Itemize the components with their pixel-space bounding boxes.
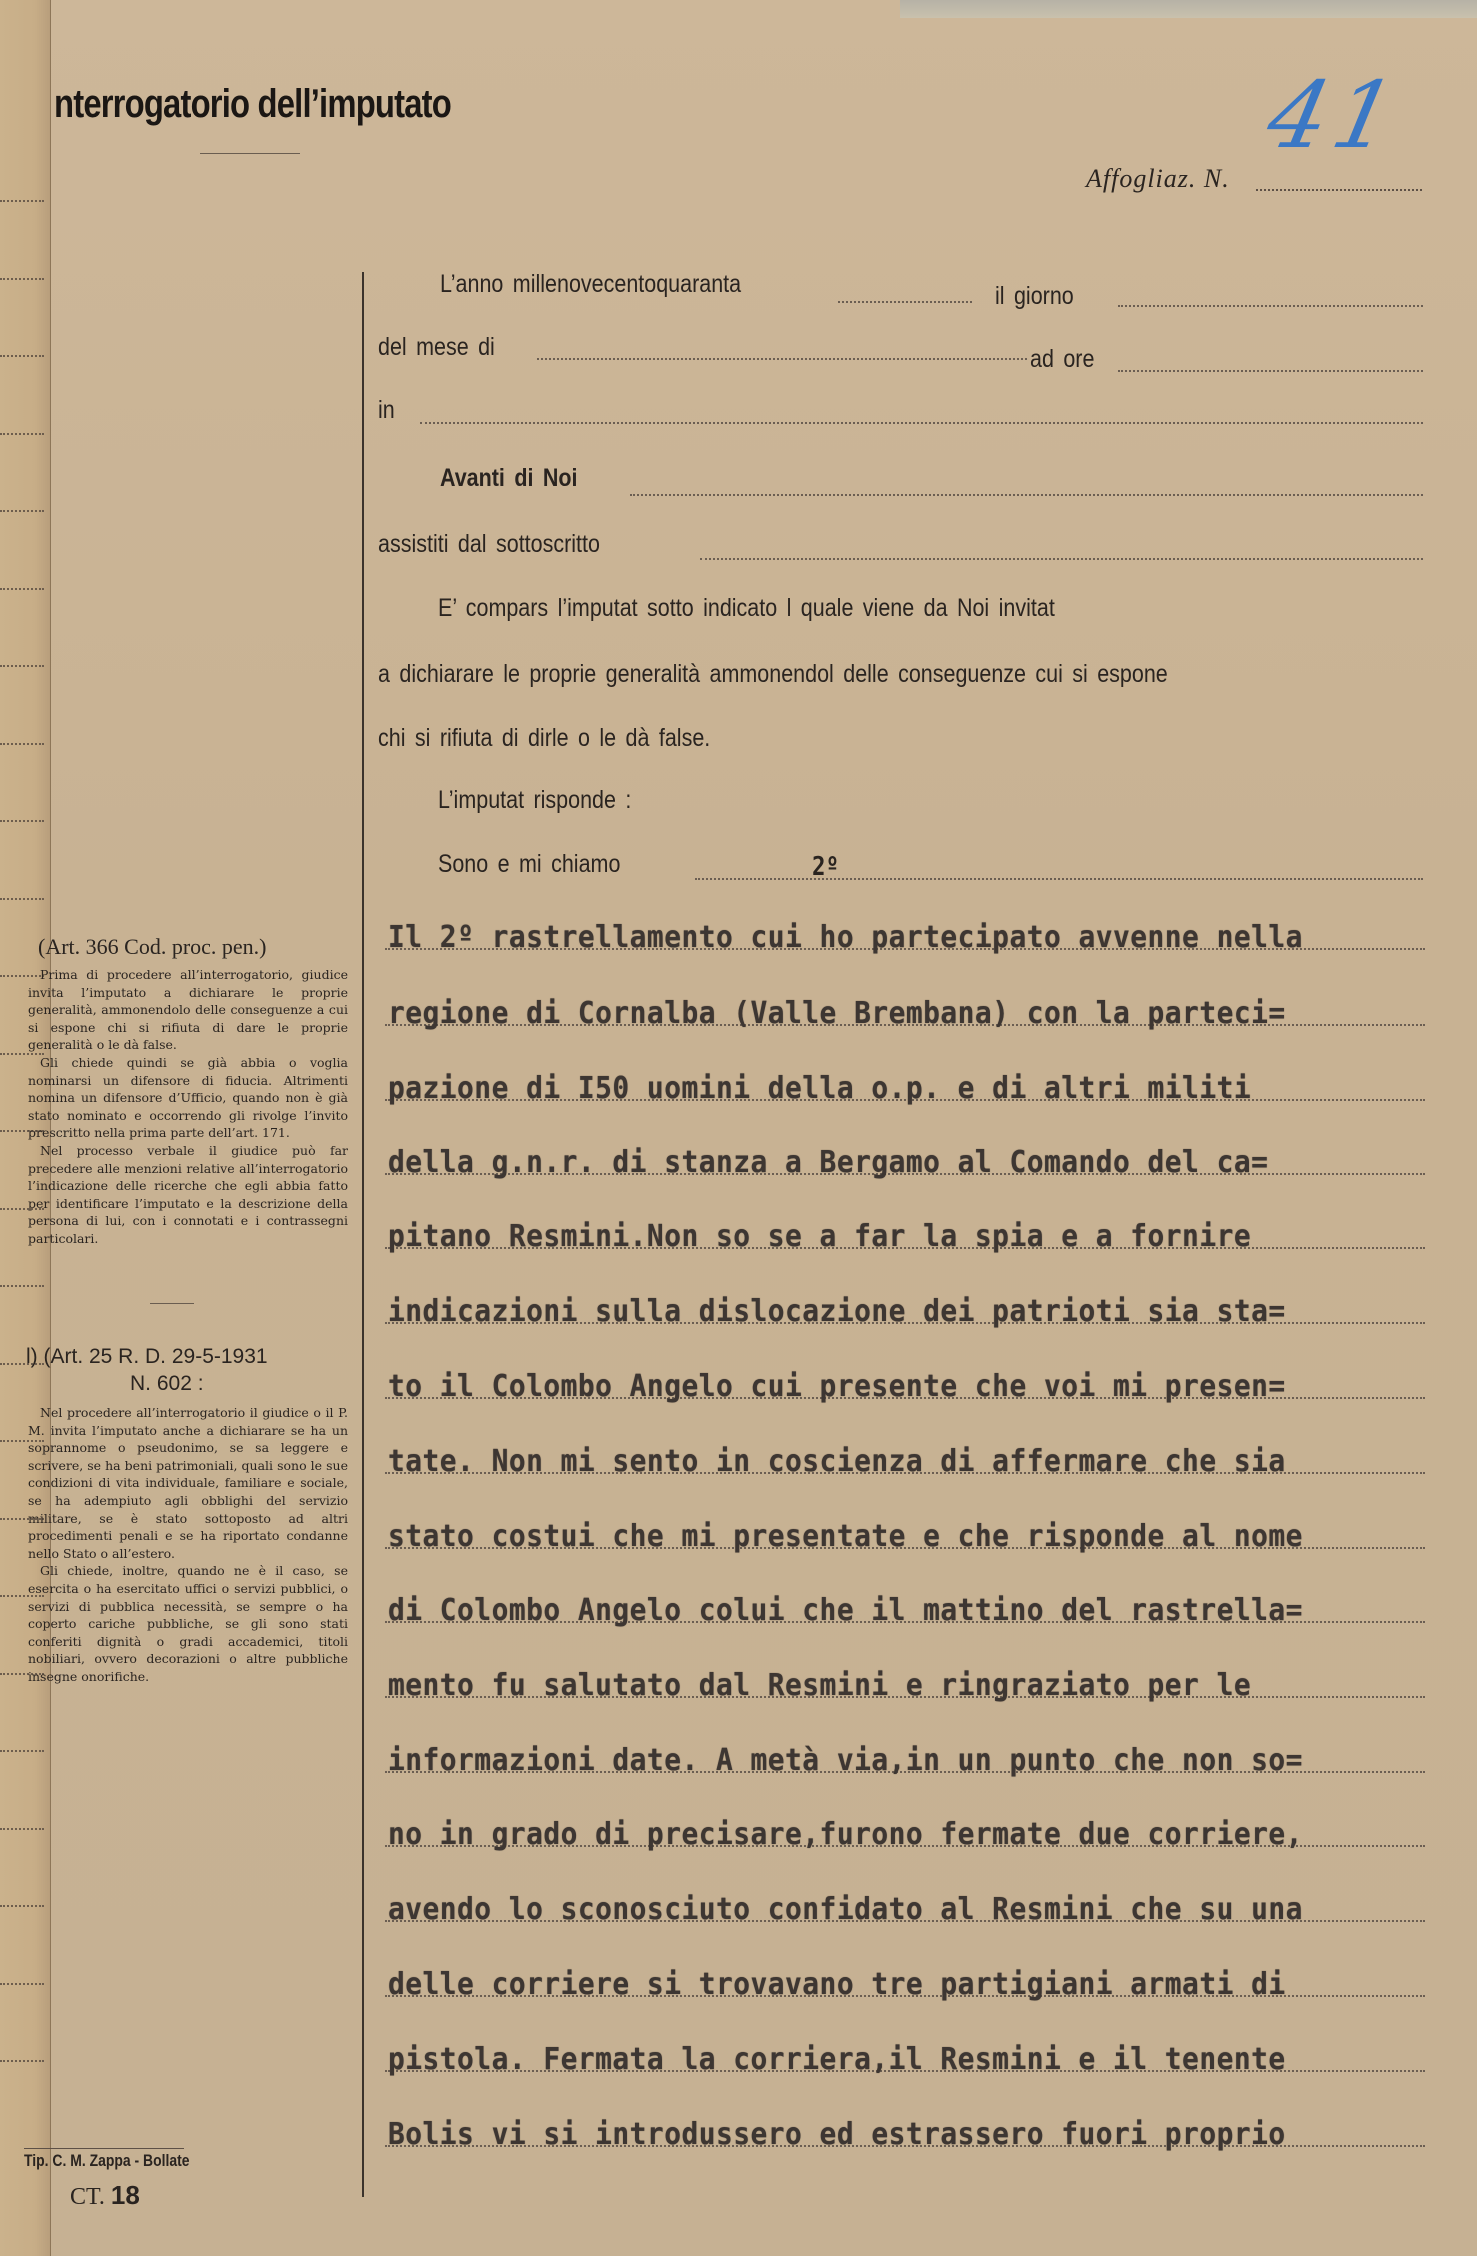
- printer-rule: [24, 2148, 184, 2149]
- folded-paper-edge: [900, 0, 1477, 18]
- typed-line: Il 2º rastrellamento cui ho partecipato avvenne nella: [388, 920, 1303, 955]
- typed-line: Bolis vi si introdussero ed estrassero fuori proprio: [388, 2117, 1286, 2152]
- dotted-line: [0, 820, 44, 822]
- dotted-line: [0, 1285, 44, 1287]
- note-heading: l) (Art. 25 R. D. 29-5-1931: [26, 1345, 268, 1368]
- typed-line: to il Colombo Angelo cui presente che voi mi presen=: [388, 1369, 1286, 1404]
- typed-line: della g.n.r. di stanza a Bergamo al Comando del ca=: [388, 1145, 1269, 1180]
- dotted-line: [0, 1905, 44, 1907]
- margin-divider: [362, 272, 364, 2197]
- anno-label: L’anno millenovecentoquaranta: [440, 270, 742, 298]
- note-heading: (Art. 366 Cod. proc. pen.): [38, 934, 267, 959]
- comparso-text-line2: a dichiarare le proprie generalità ammonendol delle conseguenze cui si espone: [378, 660, 1168, 688]
- note-paragraph: Nel procedere all’interrogatorio il giudice o il P. M. invita l’imputato anche a dichiarare se ha un soprannome o pseudonimo, se sa leggere e scrivere, se ha beni patrimoniali, quali sono le sue condizioni di vita individuale, familiare e sociale, se ha adempiuto agli obblighi del servizio militare, se è stato sottoposto ad altri procedimenti penali e se ha riportato condanne nello Stato o all’estero.: [28, 1405, 348, 1561]
- typed-line: no in grado di precisare,furono fermate due corriere,: [388, 1817, 1303, 1852]
- dotted-line: [0, 2060, 44, 2062]
- ore-label: ad ore: [1030, 345, 1095, 373]
- avanti-label: Avanti di Noi: [440, 464, 578, 492]
- giorno-label: il giorno: [995, 282, 1074, 310]
- mese-label: del mese di: [378, 333, 495, 361]
- dotted-line: [0, 510, 44, 512]
- chiamo-field-line[interactable]: [695, 878, 1423, 880]
- affogliazione-field-line: [1256, 189, 1422, 191]
- avanti-field-line[interactable]: [630, 494, 1423, 496]
- mese-field-line[interactable]: [537, 358, 1027, 360]
- typed-line: indicazioni sulla dislocazione dei patrioti sia sta=: [388, 1294, 1286, 1329]
- note-body: [28, 966, 348, 1248]
- typed-line: informazioni date. A metà via,in un punto che non so=: [388, 1743, 1303, 1778]
- typed-line: pistola. Fermata la corriera,il Resmini e il tenente: [388, 2042, 1286, 2077]
- comparso-text-line3: chi si rifiuta di dirle o le dà false.: [378, 724, 711, 752]
- dotted-line: [0, 200, 44, 202]
- typed-line: avendo lo sconosciuto confidato al Resmini che su una: [388, 1892, 1303, 1927]
- assistiti-field-line[interactable]: [700, 558, 1423, 560]
- note-heading-number: N. 602 :: [130, 1372, 204, 1395]
- risponde-label: L’imputat risponde :: [438, 786, 632, 814]
- dotted-line: [0, 355, 44, 357]
- dotted-line: [0, 1983, 44, 1985]
- note-separator: [150, 1303, 194, 1304]
- luogo-field-line[interactable]: [420, 422, 1423, 424]
- affogliazione-label: Affogliaz. N.: [1086, 164, 1230, 193]
- typed-line: di Colombo Angelo colui che il mattino del rastrella=: [388, 1593, 1303, 1628]
- giorno-field-line[interactable]: [1118, 305, 1423, 307]
- chiamo-label: Sono e mi chiamo: [438, 850, 621, 878]
- dotted-line: [0, 1750, 44, 1752]
- title-underline: [200, 153, 300, 154]
- note-paragraph: Gli chiede, inoltre, quando ne è il caso, se esercita o ha esercitato uffici o servizi pubblici, o servizi di pubblica necessità, se sempre o ha coperto cariche pubbliche, se gli sono stati conferiti dignità o gradi accademici, titoli nobiliari, ovvero decorazioni o altre pubbliche insegne onorifiche.: [28, 1563, 348, 1684]
- note-body: [28, 1404, 348, 1686]
- dotted-line: [0, 1828, 44, 1830]
- ore-field-line[interactable]: [1118, 370, 1423, 372]
- chiamo-value: 2º: [812, 852, 839, 882]
- dotted-line: [0, 898, 44, 900]
- dotted-line: [0, 278, 44, 280]
- note-paragraph: Prima di procedere all’interrogatorio, giudice invita l’imputato a dichiarare le proprie generalità, ammonendolo delle conseguenze a cui si espone chi si rifiuta di dare le proprie generalità o le dà false.: [28, 967, 348, 1053]
- typed-line: pazione di I50 uomini della o.p. e di altri militi: [388, 1071, 1252, 1106]
- typed-line: delle corriere si trovavano tre partigiani armati di: [388, 1967, 1286, 2002]
- typed-line: tate. Non mi sento in coscienza di affermare che sia: [388, 1444, 1286, 1479]
- printer-imprint: Tip. C. M. Zappa - Bollate: [24, 2151, 190, 2170]
- anno-field-line[interactable]: [838, 301, 972, 303]
- note-paragraph: Gli chiede quindi se già abbia o voglia nominarsi un difensore di fiducia. Altrimenti nomina un difensore d’Ufficio, quando non è già stato nominato e occorrendo gli rivolge l’invito prescritto nella prima parte dell’art. 171.: [28, 1054, 348, 1141]
- dotted-line: [0, 433, 44, 435]
- luogo-label: in: [378, 396, 395, 424]
- form-title: nterrogatorio dell’imputato: [54, 82, 451, 126]
- typed-line: regione di Cornalba (Valle Brembana) con la parteci=: [388, 996, 1286, 1031]
- typed-line: mento fu salutato dal Resmini e ringraziato per le: [388, 1668, 1252, 1703]
- assistiti-label: assistiti dal sottoscritto: [378, 530, 600, 558]
- affogliazione-handwritten-number: 41: [1258, 62, 1411, 169]
- catalog-prefix: CT.: [70, 2184, 105, 2210]
- typed-line: stato costui che mi presentate e che risponde al nome: [388, 1519, 1303, 1554]
- comparso-text-line1: E’ compars l’imputat sotto indicato l quale viene da Noi invitat: [438, 594, 1055, 622]
- catalog-code: [70, 2180, 140, 2211]
- note-paragraph: Nel processo verbale il giudice può far precedere alle menzioni relative all’interrogatorio l’indicazione delle ricerche che egli abbia fatto per identificare l’imputato e la descrizione della persona di lui, con i connotati e i contrassegni particolari.: [28, 1142, 348, 1246]
- dotted-line: [0, 665, 44, 667]
- catalog-number: 18: [110, 2180, 140, 2210]
- dotted-line: [0, 588, 44, 590]
- typed-line: pitano Resmini.Non so se a far la spia e a fornire: [388, 1219, 1252, 1254]
- dotted-line: [0, 743, 44, 745]
